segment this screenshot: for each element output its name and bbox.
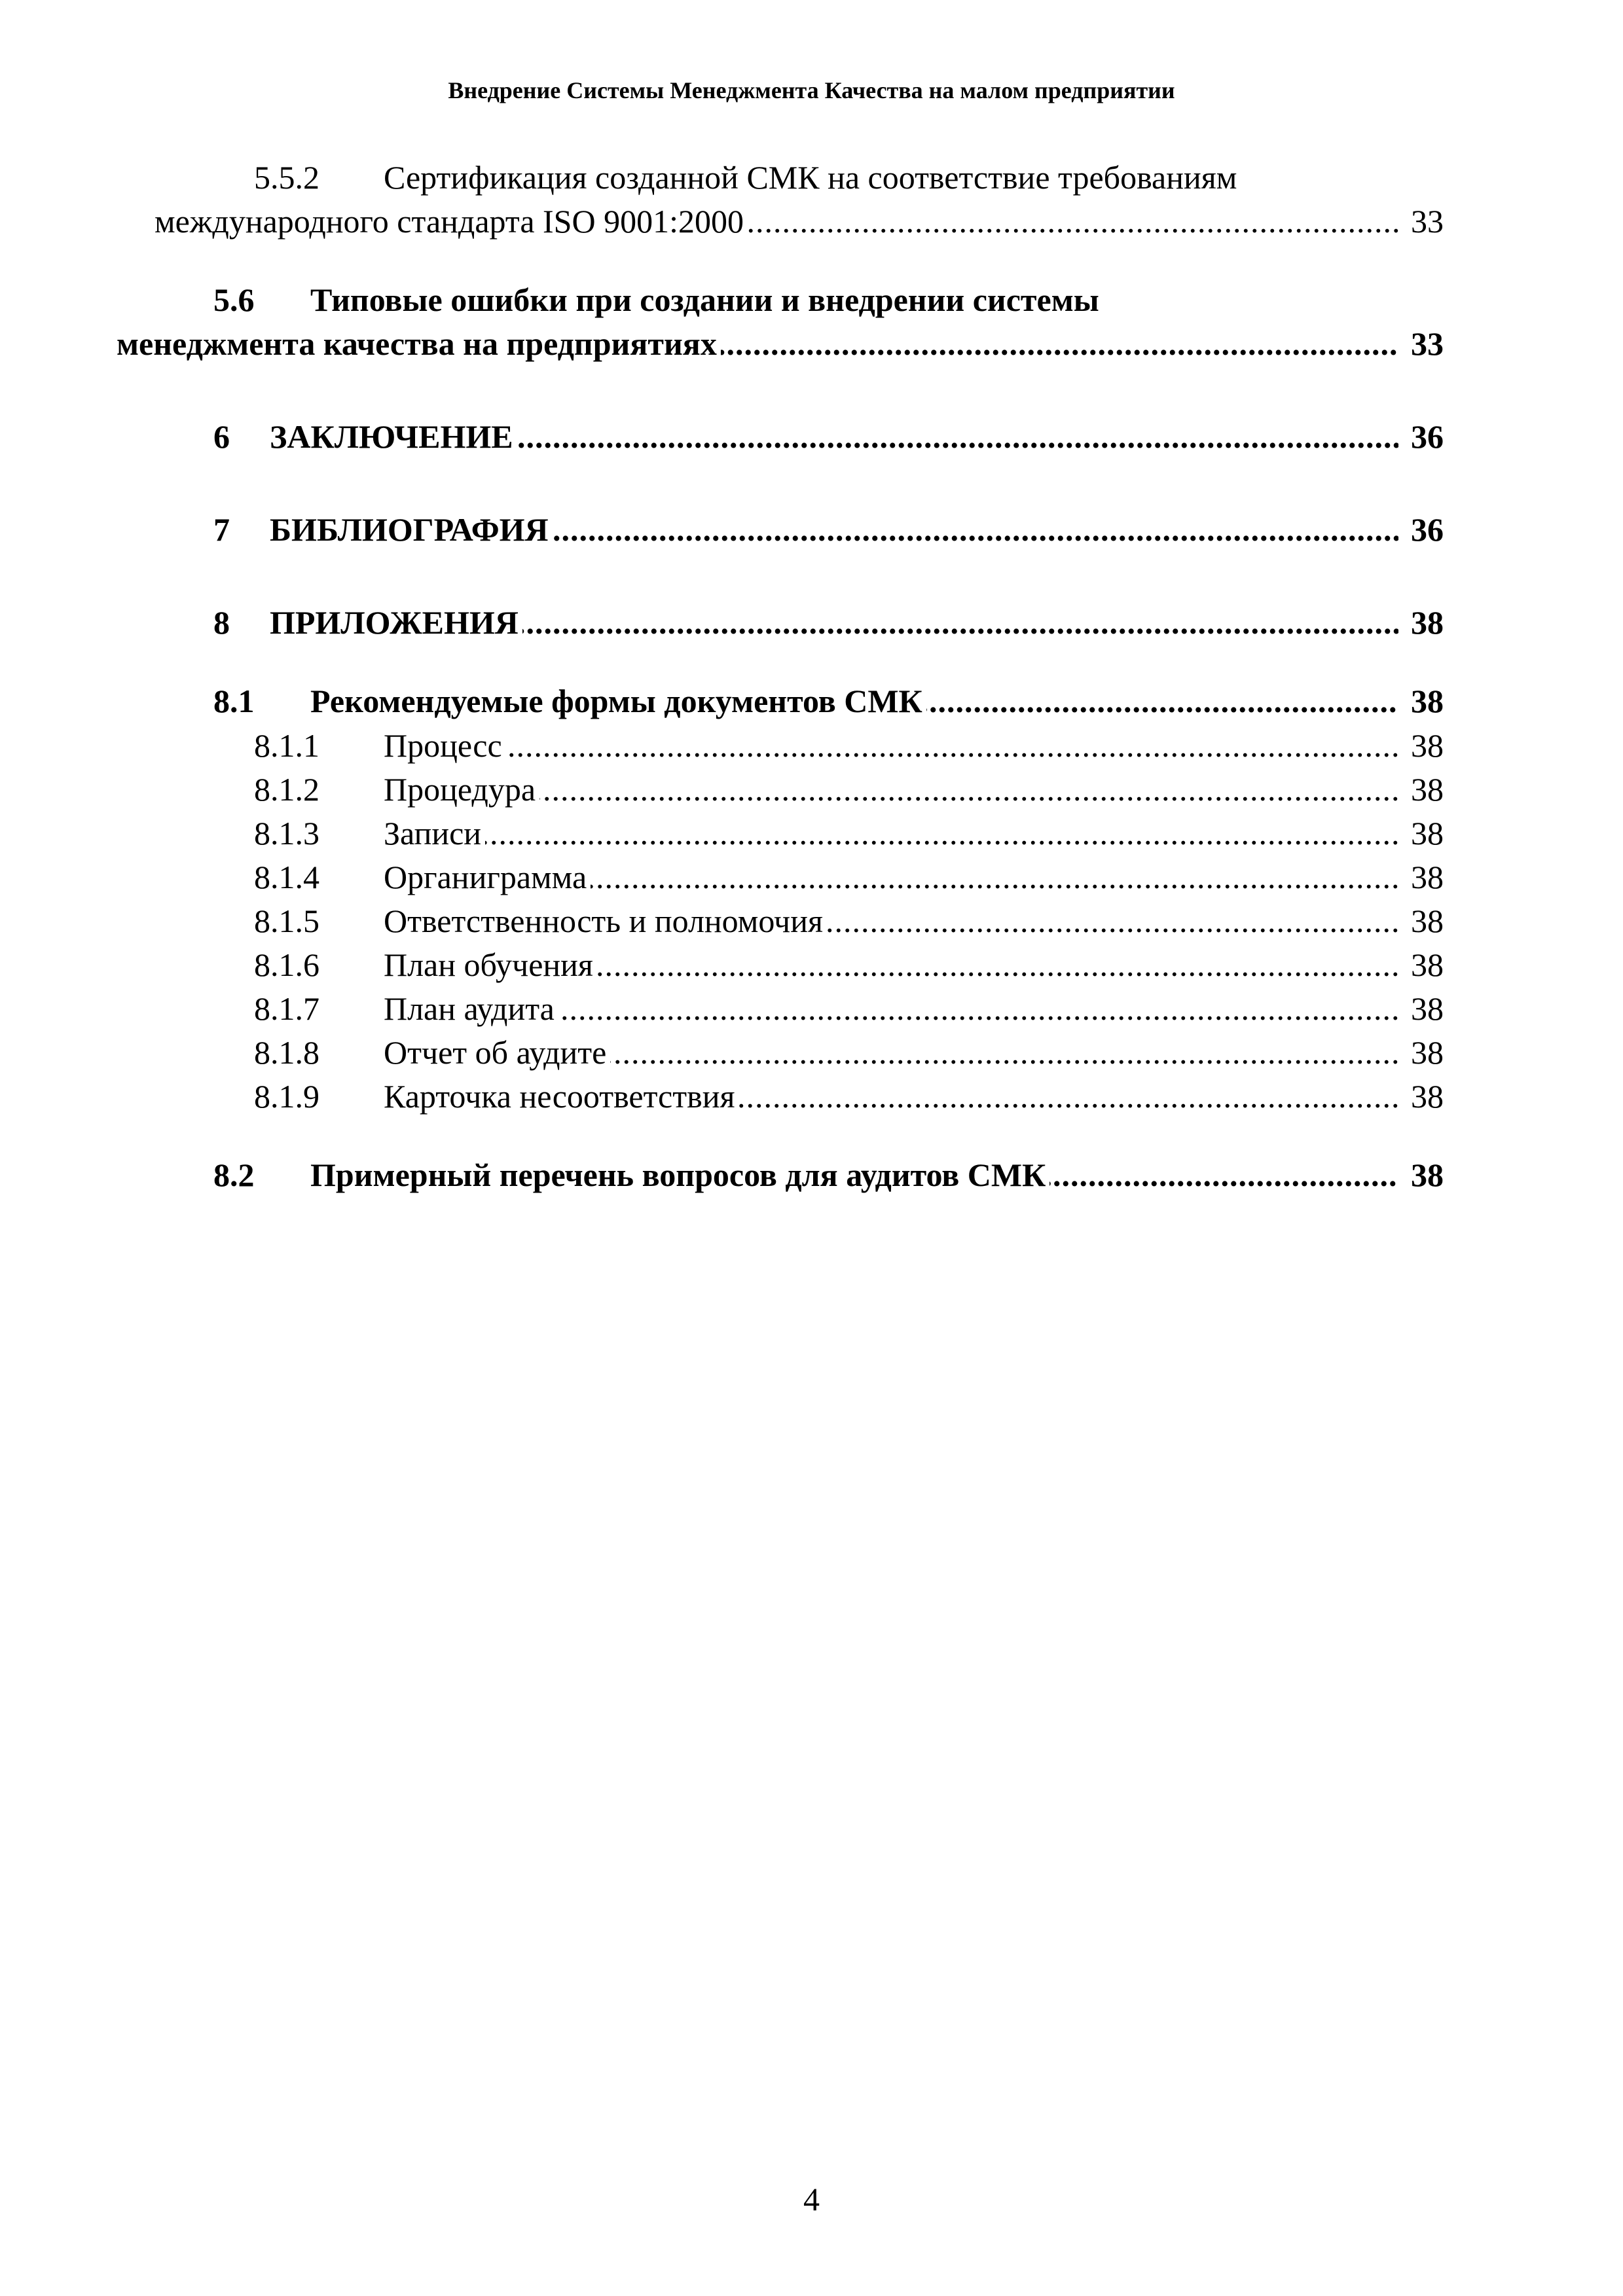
toc-number: 7 — [213, 511, 230, 548]
toc-entry-8-1-9[interactable] — [0, 1075, 1623, 1118]
toc-entry-5-6-line1[interactable] — [0, 278, 1623, 321]
toc-leader — [270, 508, 1398, 551]
toc-title: Примерный перечень вопросов для аудитов СМК — [310, 1157, 1049, 1193]
toc-page-number: 38 — [1401, 679, 1444, 723]
toc-page-number: 38 — [1401, 943, 1444, 986]
toc-number: 8.1.7 — [254, 990, 319, 1027]
toc-entry-8-1-1[interactable] — [0, 724, 1623, 767]
toc-title: Процедура — [384, 771, 539, 808]
toc-leader — [384, 768, 1398, 811]
toc-number: 8 — [213, 604, 230, 641]
toc-title: Органиграмма — [384, 859, 591, 895]
toc-number: 5.6 — [213, 281, 255, 318]
toc-entry-8-1-5[interactable] — [0, 899, 1623, 942]
toc-title: План обучения — [384, 946, 597, 983]
toc-entry-5-5-2-line1[interactable] — [0, 156, 1623, 199]
toc-page-number: 38 — [1401, 724, 1444, 767]
toc-title: Карточка несоответствия — [384, 1078, 739, 1115]
toc-entry-8-2[interactable] — [0, 1153, 1623, 1196]
toc-page-number: 38 — [1401, 768, 1444, 811]
toc-page-number: 38 — [1401, 601, 1444, 644]
toc-page-number: 36 — [1401, 508, 1444, 551]
toc-number: 8.1.4 — [254, 859, 319, 895]
toc-page-number: 38 — [1401, 1075, 1444, 1118]
toc-entry-5-6-line2[interactable] — [0, 322, 1623, 365]
toc-entry-8-1-3[interactable] — [0, 812, 1623, 855]
toc-page-number: 38 — [1401, 987, 1444, 1030]
toc-page-number: 38 — [1401, 855, 1444, 899]
toc-entry-8-1-7[interactable] — [0, 987, 1623, 1030]
toc-title: ЗАКЛЮЧЕНИЕ — [270, 418, 517, 455]
toc-title: План аудита — [384, 990, 558, 1027]
toc-entry-8[interactable] — [0, 601, 1623, 644]
toc-leader — [384, 987, 1398, 1030]
toc-title-continued: международного стандарта ISO 9001:2000 — [155, 203, 748, 240]
toc-number: 8.1.1 — [254, 727, 319, 764]
toc-title: Рекомендуемые формы документов СМК — [310, 683, 926, 719]
toc-number: 8.2 — [213, 1157, 255, 1193]
toc-leader — [384, 1031, 1398, 1074]
page-number: 4 — [803, 2181, 820, 2217]
toc-leader — [310, 1153, 1398, 1196]
toc-title: Записи — [384, 815, 485, 852]
toc-title: Ответственность и полномочия — [384, 903, 827, 939]
toc-title: Типовые ошибки при создании и внедрении системы — [310, 281, 1099, 318]
toc-title-continued: менеджмента качества на предприятиях — [117, 325, 721, 362]
toc-number: 5.5.2 — [254, 159, 319, 196]
toc-title: Сертификация созданной СМК на соответствие требованиям — [384, 159, 1237, 196]
toc-entry-8-1-4[interactable] — [0, 855, 1623, 899]
toc-number: 8.1 — [213, 683, 255, 719]
toc-entry-5-5-2-line2[interactable] — [0, 200, 1623, 243]
toc-leader — [384, 724, 1398, 767]
toc-page-number: 36 — [1401, 415, 1444, 458]
toc-page-number: 38 — [1401, 1153, 1444, 1196]
toc-title: ПРИЛОЖЕНИЯ — [270, 604, 522, 641]
toc-entry-8-1-8[interactable] — [0, 1031, 1623, 1074]
toc-leader — [384, 943, 1398, 986]
toc-entry-7[interactable] — [0, 508, 1623, 551]
running-header: Внедрение Системы Менеджмента Качества на малом предприятии — [448, 77, 1175, 103]
toc-number: 6 — [213, 418, 230, 455]
toc-entry-8-1-6[interactable] — [0, 943, 1623, 986]
toc-leader — [117, 322, 1398, 365]
toc-title: Отчет об аудите — [384, 1034, 610, 1071]
toc-leader — [384, 812, 1398, 855]
toc-leader — [310, 679, 1398, 723]
toc-leader — [155, 200, 1398, 243]
toc-page-number: 38 — [1401, 1031, 1444, 1074]
toc-number: 8.1.3 — [254, 815, 319, 852]
toc-title: БИБЛИОГРАФИЯ — [270, 511, 553, 548]
toc-number: 8.1.8 — [254, 1034, 319, 1071]
toc-entry-8-1[interactable] — [0, 679, 1623, 723]
toc-leader — [384, 899, 1398, 942]
toc-page-number: 33 — [1401, 322, 1444, 365]
toc-leader — [270, 601, 1398, 644]
toc-page-number: 38 — [1401, 899, 1444, 942]
toc-number: 8.1.2 — [254, 771, 319, 808]
toc-entry-8-1-2[interactable] — [0, 768, 1623, 811]
toc-number: 8.1.5 — [254, 903, 319, 939]
toc-leader — [270, 415, 1398, 458]
toc-page-number: 38 — [1401, 812, 1444, 855]
toc-number: 8.1.6 — [254, 946, 319, 983]
toc-number: 8.1.9 — [254, 1078, 319, 1115]
toc-leader — [384, 855, 1398, 899]
toc-page-number: 33 — [1401, 200, 1444, 243]
toc-title: Процесс — [384, 727, 506, 764]
toc-leader — [384, 1075, 1398, 1118]
toc-entry-6[interactable] — [0, 415, 1623, 458]
